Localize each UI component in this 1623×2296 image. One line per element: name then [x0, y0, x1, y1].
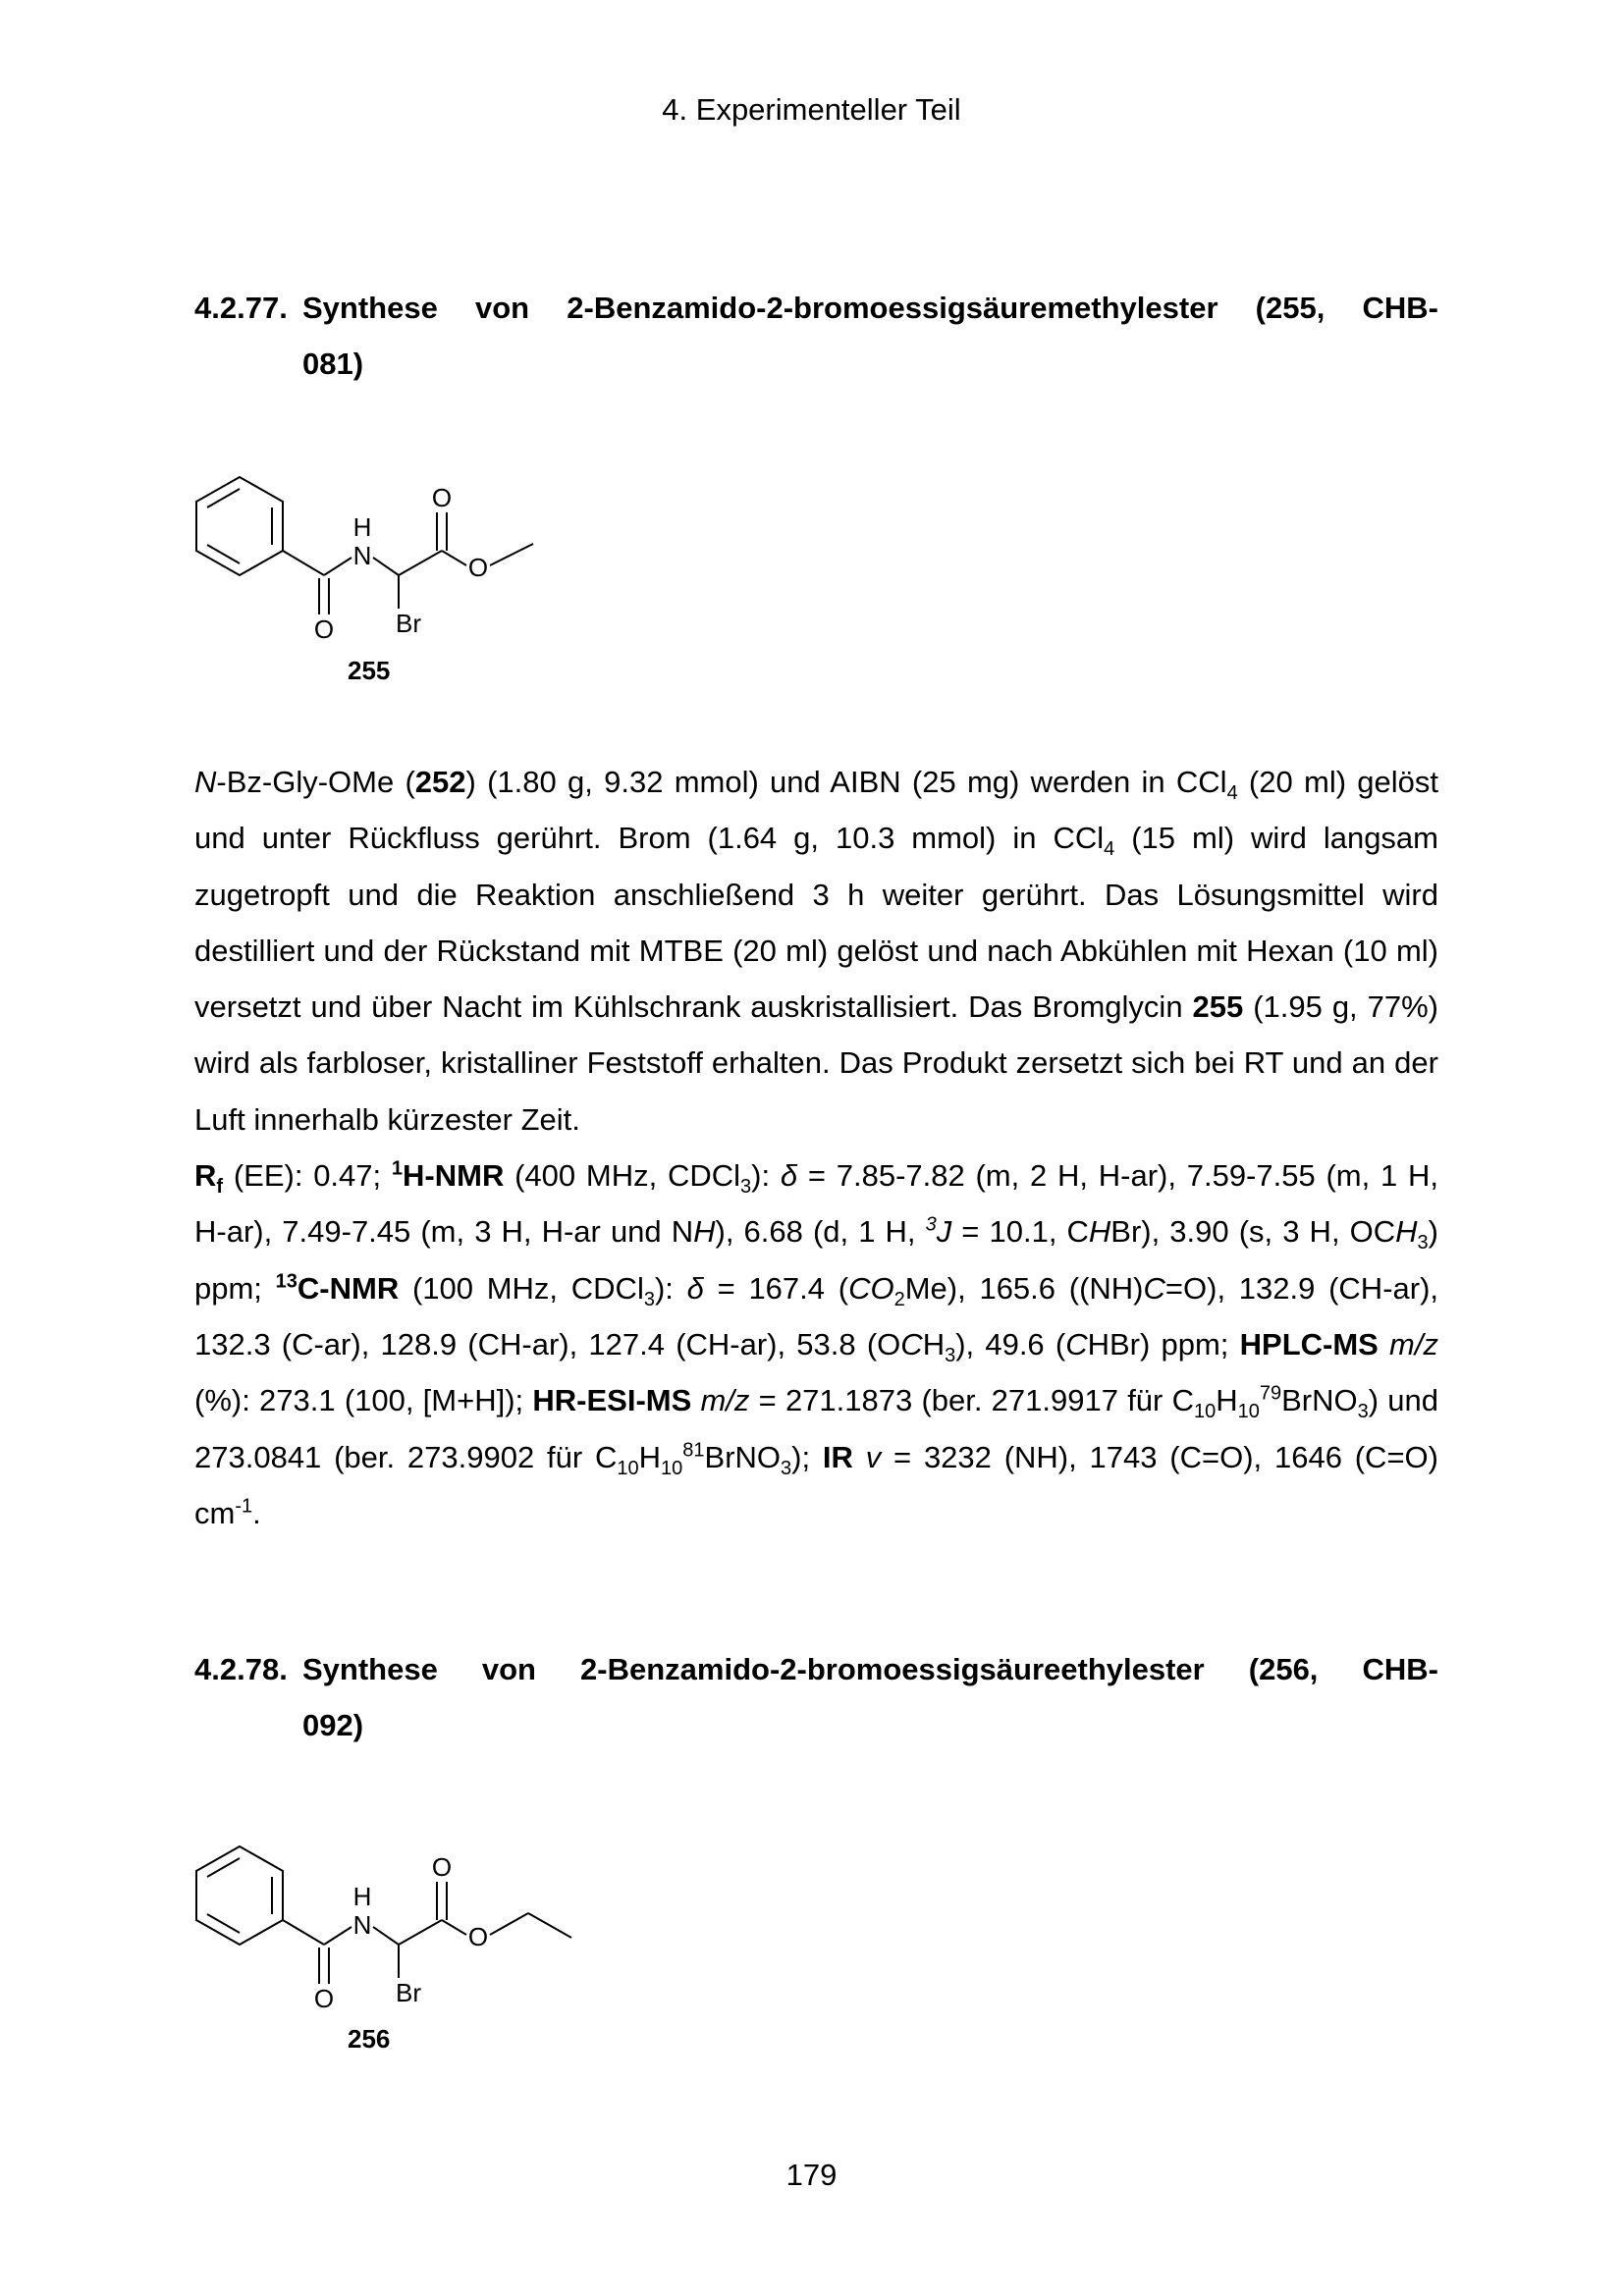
- atom-label: H: [352, 512, 372, 542]
- heading-word: (256,: [1248, 1652, 1319, 1686]
- section-heading-4-2-77: [194, 280, 1438, 392]
- atom-label: H: [352, 1882, 372, 1911]
- heading-word: Synthese: [302, 1652, 438, 1686]
- chemical-structure-255: [194, 471, 568, 648]
- running-header: 4. Experimenteller Teil: [662, 92, 961, 127]
- atom-label: Br: [396, 1978, 421, 2007]
- atom-label: N: [352, 1910, 372, 1940]
- atom-label: O: [431, 1852, 453, 1882]
- heading-word: Synthese: [302, 291, 438, 325]
- section-number: 4.2.77.: [194, 291, 288, 325]
- atom-label: O: [313, 1984, 335, 2012]
- compound-label: 256: [348, 2024, 391, 2054]
- heading-word: (255,: [1255, 291, 1325, 325]
- experimental-text: [194, 754, 1438, 1541]
- chemical-structure-256: [194, 1841, 587, 2017]
- atom-label: O: [467, 1922, 489, 1951]
- heading-word: von: [481, 1652, 536, 1686]
- heading-word: von: [474, 291, 530, 325]
- heading-word: CHB-: [1362, 291, 1438, 325]
- procedure-paragraph: N-Bz-Gly-OMe (252) (1.80 g, 9.32 mmol) und AIBN (25 mg) werden in CCl$_4$ (20 ml) gelöst und unter Rückfluss gerührt. Brom (1.64 g, 10.3 mmol) in CCl$_4$ (15 ml) wird langsam zugetropft und die Reaktion anschließend 3 h weiter gerührt. Das Lösungsmittel wird destilliert und der Rückstand mit MTBE (20 ml) gelöst und nach Abkühlen mit Hexan (10 ml) versetzt und über Nacht im Kühlschrank auskristallisiert. Das Bromglycin 255 (1.95 g, 77%) wird als farbloser, kristalliner Feststoff erhalten. Das Produkt zersetzt sich bei RT und an der Luft innerhalb kürzester Zeit.: [194, 765, 1438, 1137]
- atom-label: Br: [396, 609, 421, 638]
- section-heading-4-2-78: [194, 1641, 1438, 1753]
- heading-word: 2-Benzamido-2-bromoessigsäuremethylester: [567, 291, 1218, 325]
- section-number: 4.2.78.: [194, 1652, 288, 1686]
- heading-line-2: 081): [302, 347, 364, 381]
- atom-label: O: [431, 483, 453, 512]
- heading-word: CHB-: [1362, 1652, 1438, 1686]
- heading-line-2: 092): [302, 1708, 364, 1742]
- heading-word: 2-Benzamido-2-bromoessigsäureethylester: [580, 1652, 1205, 1686]
- structure-drawing: [194, 1841, 587, 2012]
- compound-label: 255: [348, 656, 391, 685]
- atom-label: N: [352, 541, 372, 570]
- page-number: 179: [785, 2158, 838, 2192]
- structure-drawing: [194, 471, 568, 643]
- atom-label: O: [313, 614, 335, 643]
- atom-label: O: [467, 553, 489, 582]
- analytical-data: $R_f$ (EE): 0.47; $^1$H-NMR (400 MHz, CDCl$_3$): δ = 7.85-7.82 (m, 2 H, H-ar), 7.59-7.55 (m, 1 H, H-ar), 7.49-7.45 (m, 3 H, H-ar und NH), 6.68 (d, 1 H, $^3$J = 10.1, CHBr), 3.90 (s, 3 H, $OCH_3$) ppm; $^{13}$C-NMR (100 MHz, CDCl$_3$): δ = 167.4 $(CO_2Me)$, 165.6 ((NH)C=O), 132.9 (CH-ar), 132.3 (C-ar), 128.9 (CH-ar), 127.4 (CH-ar), 53.8 $(OCH_3)$, 49.6 (CHBr) ppm; HPLC-MS m/z (%): 273.1 (100, [M+H]); HR-ESI-MS m/z = 271.1873 (ber. 271.9917 für $C_{10}H_{10}^{79}BrNO_3$) und 273.0841 (ber. 273.9902 für $C_{10}H_{10}^{81}BrNO_3$); IR v = 3232 (NH), 1743 (C=O), 1646 (C=O) $cm^{-1}$.: [194, 1157, 1439, 1530]
